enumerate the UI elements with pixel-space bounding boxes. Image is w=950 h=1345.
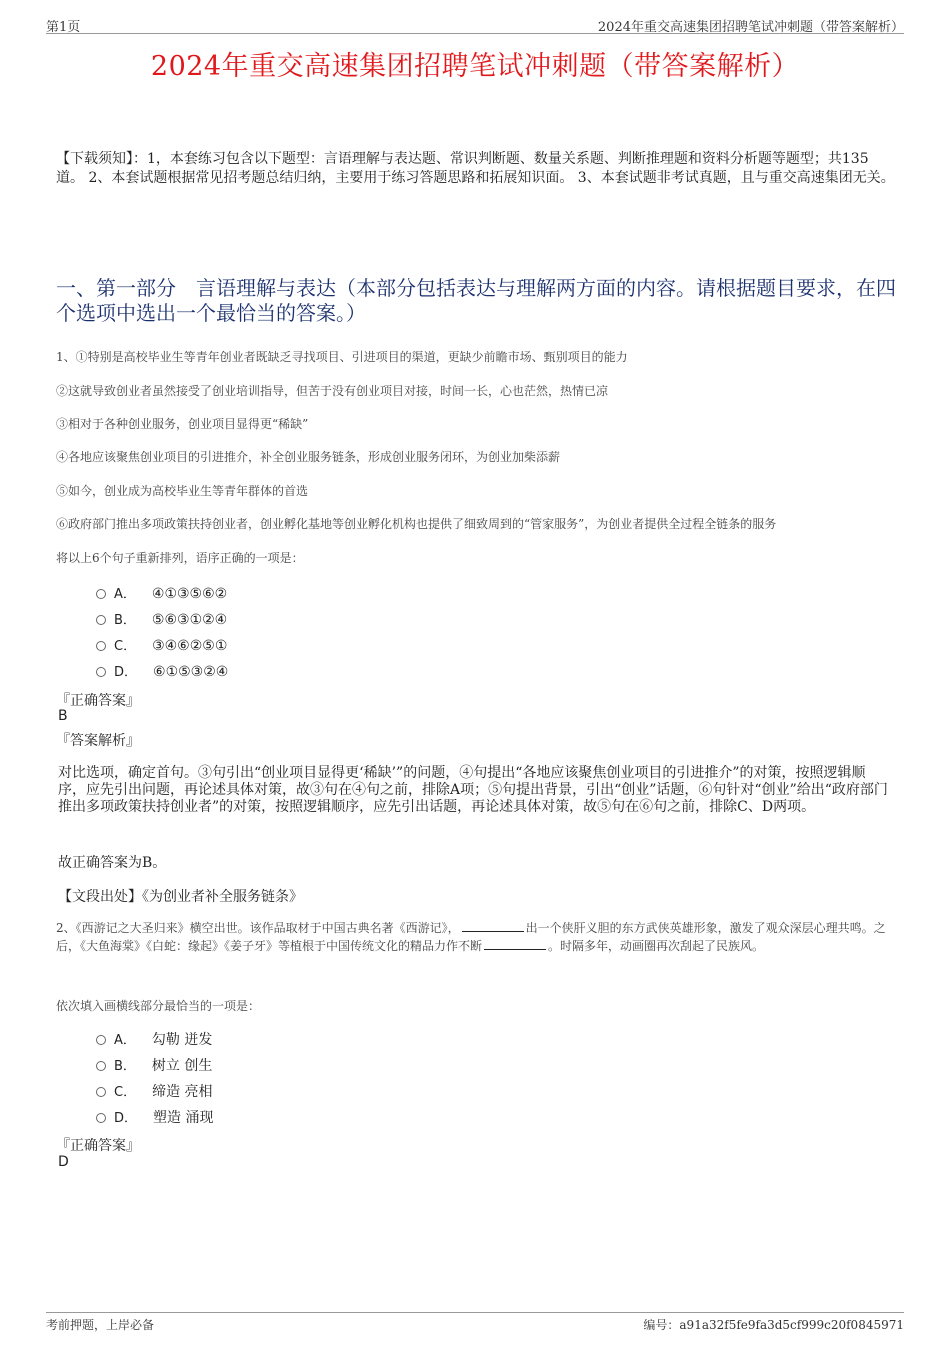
q1-prompt: 将以上6个句子重新排列，语序正确的一项是：	[56, 551, 304, 565]
page-number: 第1页	[46, 20, 81, 35]
radio-icon[interactable]	[96, 641, 106, 651]
radio-icon[interactable]	[96, 667, 106, 677]
section-title: 一、第一部分 言语理解与表达（本部分包括表达与理解两方面的内容。请根据题目要求，在四个选项中选出一个最恰当的答案。）	[56, 276, 896, 325]
header-doc-title: 2024年重交高速集团招聘笔试冲刺题（带答案解析）	[597, 20, 904, 35]
q1-line-6: ⑥政府部门推出多项政策扶持创业者，创业孵化基地等创业孵化机构也提供了细致周到的“管家服务”，为创业者提供全过程全链条的服务	[56, 517, 777, 531]
radio-icon[interactable]	[96, 1061, 106, 1071]
q2-option-a[interactable]: A． 勾勒 迸发	[96, 1029, 212, 1049]
q1-option-a[interactable]: A． ④①③⑤⑥②	[96, 583, 227, 603]
q1-line-2: ②这就导致创业者虽然接受了创业培训指导，但苦于没有创业项目对接，时间一长，心也茫然，热情已凉	[56, 384, 609, 398]
q2-text-after: 。时隔多年，动画圈再次刮起了民族风。	[548, 939, 765, 953]
footer-slogan: 考前押题，上岸必备	[46, 1318, 155, 1332]
q2-blank-1	[462, 919, 524, 932]
page-footer	[46, 1312, 904, 1335]
q1-line-1: 1、①特别是高校毕业生等青年创业者既缺乏寻找项目、引进项目的渠道，更缺少前瞻市场、甄别项目的能力	[56, 350, 628, 364]
radio-icon[interactable]	[96, 1113, 106, 1123]
q1-answer: B	[58, 708, 68, 724]
q1-analysis-label: 『答案解析』	[56, 733, 140, 749]
q1-answer-label: 『正确答案』	[56, 693, 140, 709]
radio-icon[interactable]	[96, 1035, 106, 1045]
radio-icon[interactable]	[96, 1087, 106, 1097]
q1-option-c[interactable]: C． ③④⑥②⑤①	[96, 635, 227, 655]
q1-option-d[interactable]: D． ⑥①⑤③②④	[96, 661, 228, 681]
q2-text-before: 2、《西游记之大圣归来》横空出世。该作品取材于中国古典名著《西游记》，	[56, 921, 460, 935]
document-title: 2024年重交高速集团招聘笔试冲刺题（带答案解析）	[150, 51, 800, 82]
q2-stem	[56, 919, 900, 955]
q2-text-middle: 出一个侠肝义胆的东方武侠英雄形象，激发了观众深层心理共鸣。之后，《大鱼海棠》《白蛇：缘起》《姜子牙》等植根于中国传统文化的精品力作不断	[56, 921, 886, 953]
q2-option-b[interactable]: B． 树立 创生	[96, 1055, 212, 1075]
q1-analysis: 对比选项，确定首句。③句引出“创业项目显得更‘稀缺’”的问题，④句提出“各地应该聚焦创业项目的引进推介”的对策，按照逻辑顺序，应先引出问题，再论述具体对策，故③句在④句之前，排除A项；⑤句提出背景，引出“创业”话题，⑥句针对“创业”给出“政府部门推出多项政策扶持创业者”的对策，按照逻辑顺序，应先引出话题，再论述具体对策，故⑤句在⑥句之前，排除C、D两项。	[58, 765, 888, 815]
radio-icon[interactable]	[96, 589, 106, 599]
q1-conclusion: 故正确答案为B。	[58, 855, 167, 871]
q1-source: 【文段出处】《为创业者补全服务链条》	[58, 889, 303, 905]
download-notice: 【下载须知】：1，本套练习包含以下题型：言语理解与表达题、常识判断题、数量关系题、判断推理题和资料分析题等题型；共135道。 2、本套试题根据常见招考题总结归纳，主要用于练习答题思路和拓展知识面。 3、本套试题非考试真题，且与重交高速集团无关。	[56, 151, 895, 186]
q1-option-b[interactable]: B． ⑤⑥③①②④	[96, 609, 227, 629]
q2-option-d[interactable]: D． 塑造 涌现	[96, 1107, 213, 1127]
q2-prompt: 依次填入画横线部分最恰当的一项是：	[56, 999, 261, 1013]
page-header	[46, 16, 904, 34]
q2-answer-label: 『正确答案』	[56, 1138, 140, 1154]
q1-line-5: ⑤如今，创业成为高校毕业生等青年群体的首选	[56, 484, 309, 498]
footer-document-id: 编号：a91a32f5fe9fa3d5cf999c20f0845971	[643, 1318, 904, 1332]
q2-blank-2	[484, 937, 546, 950]
radio-icon[interactable]	[96, 615, 106, 625]
q1-line-4: ④各地应该聚焦创业项目的引进推介，补全创业服务链条，形成创业服务闭环，为创业加柴添薪	[56, 450, 561, 464]
q1-line-3: ③相对于各种创业服务，创业项目显得更“稀缺”	[56, 417, 309, 431]
q2-answer: D	[58, 1154, 69, 1170]
q2-option-c[interactable]: C． 缔造 亮相	[96, 1081, 213, 1101]
